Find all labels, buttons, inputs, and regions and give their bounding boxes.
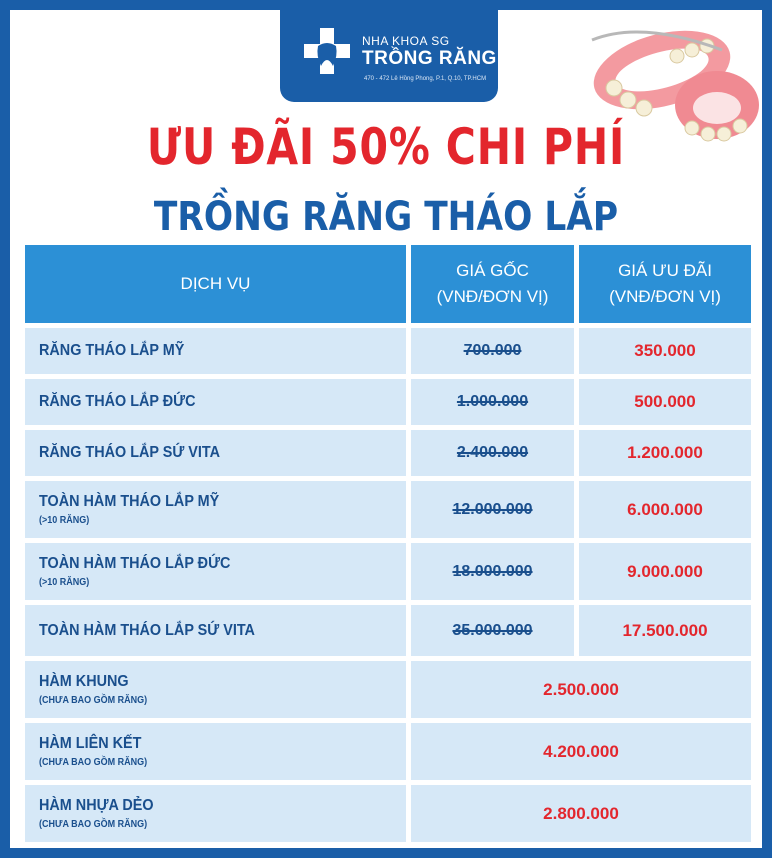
price-cell [411, 785, 751, 842]
promo-price: 6.000.000 [627, 499, 703, 519]
service-note: (>10 RĂNG) [39, 515, 90, 526]
promo-price-cell [579, 481, 751, 538]
promo-price-cell [579, 379, 751, 425]
table-row [25, 328, 751, 374]
service-name: TOÀN HÀM THÁO LẮP ĐỨC [39, 555, 231, 572]
service-name: HÀM LIÊN KẾT [39, 735, 142, 752]
promo-subheadline: TRỒNG RĂNG THÁO LẮP [153, 194, 619, 240]
promo-price: 1.200.000 [627, 443, 703, 462]
header-original-unit: (VNĐ/ĐƠN VỊ) [436, 287, 549, 306]
original-price: 700.000 [463, 342, 522, 359]
service-cell [25, 543, 406, 600]
header-original-price [411, 245, 574, 323]
original-price: 2.400.000 [456, 444, 529, 461]
promo-price-cell [579, 328, 751, 374]
promo-price: 500.000 [634, 392, 696, 411]
service-cell [25, 481, 406, 538]
logo-banner [280, 10, 498, 102]
table-row [25, 605, 751, 656]
original-price: 35.000.000 [452, 621, 533, 639]
original-price: 1.000.000 [456, 393, 529, 410]
table-row [25, 379, 751, 425]
service-note: (>10 RĂNG) [39, 577, 90, 588]
table-row [25, 543, 751, 600]
table-row [25, 481, 751, 538]
service-cell [25, 723, 406, 780]
header-promo-price [579, 245, 751, 323]
original-price-cell [411, 328, 574, 374]
service-name: HÀM KHUNG [39, 673, 129, 690]
table-header [25, 245, 751, 323]
promo-price-cell [579, 605, 751, 656]
header-promo-unit: (VNĐ/ĐƠN VỊ) [609, 287, 721, 306]
original-price-cell [411, 543, 574, 600]
service-cell [25, 785, 406, 842]
service-name: RĂNG THÁO LẮP ĐỨC [39, 393, 196, 410]
original-price-cell [411, 379, 574, 425]
service-cell [25, 430, 406, 476]
table-row [25, 785, 751, 842]
tooth-cross-logo-icon [302, 26, 352, 76]
table-row [25, 723, 751, 780]
price-value: 2.500.000 [543, 679, 619, 699]
promo-price: 350.000 [634, 341, 696, 360]
header-promo-label: GIÁ ƯU ĐÃI [618, 261, 712, 280]
service-note: (CHƯA BAO GỒM RĂNG) [39, 819, 148, 830]
original-price: 12.000.000 [452, 500, 533, 518]
price-cell [411, 661, 751, 718]
service-name: TOÀN HÀM THÁO LẮP MỸ [39, 493, 220, 510]
service-name: RĂNG THÁO LẮP SỨ VITA [39, 444, 221, 461]
table-row [25, 661, 751, 718]
service-name: RĂNG THÁO LẮP MỸ [39, 342, 185, 359]
service-name: TOÀN HÀM THÁO LẮP SỨ VITA [39, 621, 255, 639]
price-value: 4.200.000 [543, 741, 619, 761]
promo-price: 9.000.000 [627, 561, 703, 581]
service-cell [25, 328, 406, 374]
service-name: HÀM NHỰA DẺO [39, 797, 154, 814]
service-cell [25, 661, 406, 718]
promo-price-cell [579, 543, 751, 600]
service-note: (CHƯA BAO GỒM RĂNG) [39, 695, 148, 706]
brand-address: 470 - 472 Lê Hồng Phong, P.1, Q.10, TP.HCM [364, 76, 487, 82]
brand-name-top: NHA KHOA SG [362, 34, 450, 48]
price-value: 2.800.000 [543, 803, 619, 823]
original-price-cell [411, 605, 574, 656]
brand-name-main: TRỒNG RĂNG [362, 48, 497, 69]
promo-price-cell [579, 430, 751, 476]
promo-price: 17.500.000 [622, 620, 708, 640]
original-price-cell [411, 481, 574, 538]
service-cell [25, 379, 406, 425]
table-row [25, 430, 751, 476]
service-cell [25, 605, 406, 656]
promo-headline: ƯU ĐÃI 50% CHI PHÍ [146, 118, 626, 176]
service-note: (CHƯA BAO GỒM RĂNG) [39, 757, 148, 768]
header-service-label: DỊCH VỤ [180, 274, 251, 293]
price-cell [411, 723, 751, 780]
original-price-cell [411, 430, 574, 476]
header-service [25, 245, 406, 323]
header-original-label: GIÁ GỐC [456, 261, 529, 280]
original-price: 18.000.000 [452, 562, 533, 580]
price-poster [10, 10, 762, 848]
